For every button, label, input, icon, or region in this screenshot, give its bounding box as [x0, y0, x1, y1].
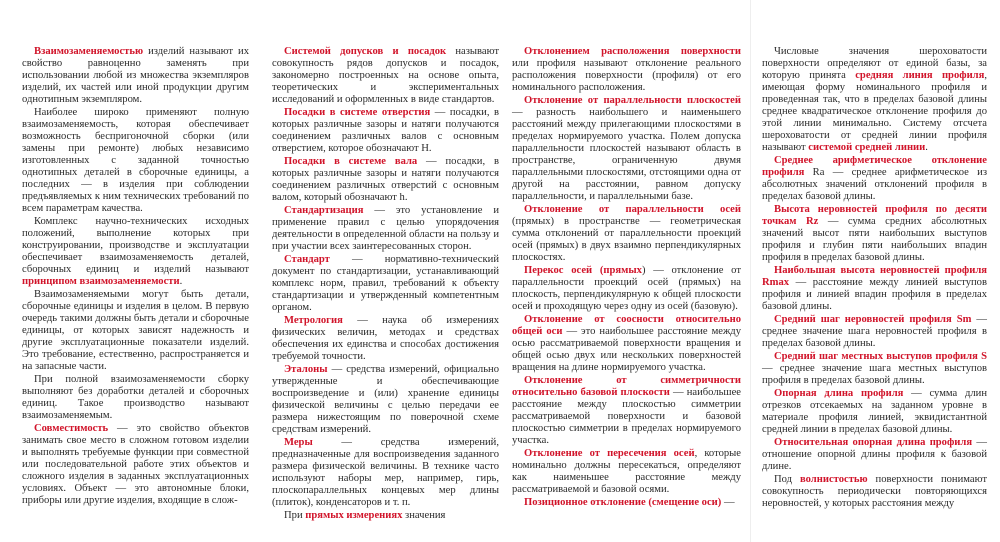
highlighted-term: Среднее арифметическое отклонение профиля	[762, 155, 987, 178]
paragraph	[272, 46, 499, 106]
highlighted-term: средняя линия профиля	[855, 70, 985, 81]
paragraph	[272, 107, 499, 155]
highlighted-term: волнистостью	[799, 474, 868, 485]
paragraph	[762, 437, 987, 473]
text-column-4	[762, 46, 987, 511]
highlighted-term: Высота неровностей профиля по десяти точкам Rz	[762, 204, 987, 227]
paragraph-text: —	[721, 497, 735, 508]
paragraph-text: или профиля называют отклонение реального расположения поверхности (профиля) от его номинального расположения.	[512, 58, 741, 93]
highlighted-term: Отклонение от пересечения осей	[524, 448, 695, 459]
paragraph-text: При	[284, 510, 306, 521]
page-divider	[750, 0, 751, 542]
paragraph-text: изделий называют их свойство равноценно заменять при использовании любой из множества экземпляров изделий, их частей или иной продукции другим однотипным экземпляром.	[22, 46, 249, 105]
paragraph	[762, 388, 987, 436]
highlighted-term: Отклонение от соосности относительно общей оси	[512, 314, 741, 337]
paragraph-text: значения	[402, 510, 446, 521]
paragraph	[762, 265, 987, 313]
paragraph	[22, 374, 249, 422]
highlighted-term: Системой допусков и посадок	[284, 46, 447, 57]
paragraph	[762, 155, 987, 203]
paragraph-text: — это наибольшее расстояние между осью рассматриваемой поверхности вращения и общей осью двух или нескольких поверхностей вращения на длине нормируемого участка.	[512, 326, 741, 373]
highlighted-term: Опорная длина профиля	[774, 388, 904, 399]
paragraph	[512, 448, 741, 496]
paragraph-text: — среднее значение шага неровностей профиля в пределах базовой длины.	[762, 314, 987, 349]
paragraph	[762, 204, 987, 264]
paragraph-text: ) — отклонение от параллельности проекций осей (прямых) на плоскость, перпендикулярную к общей плоскости осей и проходящую через одну из осей (базовую).	[512, 265, 741, 312]
paragraph	[512, 204, 741, 264]
paragraph-text: (прямых) в пространстве — геометрическая сумма отклонений от параллельности проекций осей (прямых) в двух взаимно перпендикулярных плоскостях.	[512, 216, 741, 263]
paragraph	[22, 46, 249, 106]
paragraph-text: — расстояние между линией выступов профиля и линией впадин профиля в пределах базовой длины.	[762, 277, 987, 312]
highlighted-term: Отклонение от параллельности плоскостей	[524, 95, 741, 106]
paragraph-text: Комплекс научно-технических исходных положений, выполнение которых при конструировании, производстве и эксплуатации обеспечивает взаимозаменяемость деталей, сборочных единиц и изделий называют	[22, 216, 249, 275]
paragraph	[22, 289, 249, 373]
paragraph	[22, 423, 249, 507]
paragraph-text: — средства измерений, официально утвержденные и обеспечивающие воспроизведение и (или) хранение единицы физической величины с целью передачи ее размера нижестоящим по поверочной схеме средствам измерений.	[272, 364, 499, 435]
paragraph-text: — отношение опорной длины профиля к базовой длине.	[762, 437, 987, 472]
paragraph	[272, 205, 499, 253]
paragraph-text: — сумма средних абсолютных значений высот пяти наибольших выступов профиля и глубин пяти наибольших впадин профиля в пределах базовой длины.	[762, 216, 987, 263]
paragraph	[22, 107, 249, 215]
paragraph-text: Наиболее широко применяют полную взаимозаменяемость, которая обеспечивает возможность беспригоночной сборки (или замены при ремонте) любых независимо изготовленных с заданной точностью однотипных деталей в сборочные единицы, а последних — в изделия при соблюдении предъявляемых к ним технических требований по всем параметрам качества.	[22, 107, 249, 214]
highlighted-term: Позиционное отклонение (смещение оси)	[524, 497, 722, 508]
highlighted-term: Средний шаг местных выступов профиля S	[774, 351, 987, 362]
paragraph	[272, 437, 499, 509]
paragraph	[762, 46, 987, 154]
paragraph-text: — сумма длин отрезков отсекаемых на заданном уровне в материале профиля линией, эквидистантной средней линии в пределах базовой длины.	[762, 388, 988, 435]
paragraph-text: — посадки, в которых различные зазоры и натяги получаются соединением различных валов с основным отверстием, которое обозначают H.	[272, 107, 499, 154]
paragraph	[512, 375, 741, 447]
highlighted-term: Посадки в системе вала	[284, 156, 418, 167]
paragraph	[762, 474, 987, 510]
highlighted-term: Меры	[284, 437, 313, 448]
highlighted-term: Посадки в системе отверстия	[284, 107, 431, 118]
paragraph	[272, 156, 499, 204]
highlighted-term: Относительная опорная длина профиля	[774, 437, 973, 448]
highlighted-term: принципом взаимозаменяемости	[22, 276, 180, 287]
paragraph	[22, 216, 249, 288]
paragraph	[512, 46, 741, 94]
highlighted-term: Стандартизация	[284, 205, 364, 216]
paragraph	[272, 315, 499, 363]
highlighted-term: Метрология	[284, 315, 343, 326]
highlighted-term: Совместимость	[34, 423, 109, 434]
paragraph	[512, 314, 741, 374]
highlighted-term: Наибольшая высота неровностей профиля Rmax	[762, 265, 987, 288]
highlighted-term: Отклонение от симметричности относительно базовой плоскости	[512, 375, 741, 398]
paragraph	[272, 510, 499, 522]
paragraph-text: поверхности понимают совокупность периодически повторяющихся неровностей, у которых расстояния между	[762, 474, 987, 509]
highlighted-term: Отклонением расположения поверхности	[524, 46, 741, 57]
highlighted-term: Средний шаг неровностей профиля Sm	[774, 314, 972, 325]
text-column-2	[272, 46, 499, 523]
paragraph	[512, 497, 741, 509]
paragraph-text: — наибольшее расстояние между плоскостью симметрии рассматриваемой поверхности и базовой плоскостью симметрии в пределах нормируемого участка.	[512, 387, 741, 446]
paragraph	[762, 351, 987, 387]
paragraph-text: называют совокупность рядов допусков и посадок, закономерно построенных на основе опыта, теоретических и экспериментальных исследований и оформленных в виде стандартов.	[272, 46, 499, 105]
paragraph	[512, 265, 741, 313]
paragraph-text: При полной взаимозаменяемости сборку выполняют без доработки деталей и сборочных единиц. Такое производство называют взаимозаменяемым.	[22, 374, 249, 421]
paragraph-text: Ra — среднее арифметическое из абсолютных значений отклонений профиля в пределах базовой длины.	[762, 167, 987, 202]
paragraph	[512, 95, 741, 203]
paragraph-text: — среднее значение шага местных выступов профиля в пределах базовой длины.	[762, 363, 987, 386]
paragraph	[272, 364, 499, 436]
paragraph-text: Взаимозаменяемыми могут быть детали, сборочные единицы и изделия в целом. В первую очередь такими должны быть детали и сборочные единицы, от которых зависят надежность и другие эксплуатационные показатели изделий. Это требование, естественно, распространяется и на запасные части.	[22, 289, 249, 372]
paragraph-text: — средства измерений, предназначенные для воспроизведения заданного размера физической величины. В технике часто используют наборы мер, например, гирь, плоскопараллельных концевых мер длины (плиток), конденсаторов и т. п.	[272, 437, 499, 508]
paragraph-text: — посадки, в которых различные зазоры и натяги получаются соединением различных отверстий с основным валом, который обозначают h.	[272, 156, 499, 203]
paragraph-text: , имеющая форму номинального профиля и проведенная так, что в пределах базовой длины среднее квадратическое отклонение профиля до этой линии минимально. Систему отсчета шероховатости от средней линии профиля называют	[762, 70, 987, 153]
paragraph-text: .	[179, 276, 183, 287]
paragraph-text: — наука об измерениях физических величин, методах и средствах обеспечения их единства и способах достижения требуемой точности.	[272, 315, 499, 362]
paragraph-text: , которые номинально должны пересекаться, определяют как наименьшее расстояние между рассматриваемой и базовой осями.	[512, 448, 741, 495]
highlighted-term: Взаимозаменяемостью	[34, 46, 144, 57]
paragraph-text: Под	[774, 474, 800, 485]
highlighted-term: Стандарт	[284, 254, 330, 265]
paragraph-text: — нормативно-технический документ по стандартизации, устанавливающий комплекс норм, правил, требований к объекту стандартизации и утвержденный компетентным органом.	[272, 254, 499, 313]
text-column-3	[512, 46, 741, 510]
paragraph	[762, 314, 987, 350]
highlighted-term: Отклонение от параллельности осей	[524, 204, 741, 215]
paragraph-text: .	[925, 142, 928, 153]
highlighted-term: системой средней линии	[808, 142, 926, 153]
paragraph-text: — разность наибольшего и наименьшего расстояний между прилегающими плоскостями в пределах нормируемого участка. Полем допуска параллельности плоскостей называют область в пространстве, ограниченную двумя параллельными плоскостями, отстоящими одна от другой на расстоянии, равном допуску параллельности, и параллельными базе.	[512, 107, 741, 202]
paragraph-text: — это установление и применение правил с целью упорядочения деятельности в определенной области на пользу и при участии всех заинтересованных сторон.	[272, 205, 499, 252]
highlighted-term: Перекос осей (прямых	[524, 265, 642, 276]
highlighted-term: Эталоны	[284, 364, 328, 375]
highlighted-term: прямых измерениях	[305, 510, 403, 521]
paragraph-text: Числовые значения шероховатости поверхности определяют от единой базы, за которую принята	[762, 46, 987, 81]
paragraph	[272, 254, 499, 314]
text-column-1	[22, 46, 249, 508]
paragraph-text: — это свойство объектов занимать свое место в сложном готовом изделии и выполнять требуемые функции при совместной или последовательной работе этих объектов и сложного изделия в заданных эксплуатационных условиях. Объект — это автономные блоки, приборы или другие изделия, входящие в слож-	[22, 423, 249, 506]
